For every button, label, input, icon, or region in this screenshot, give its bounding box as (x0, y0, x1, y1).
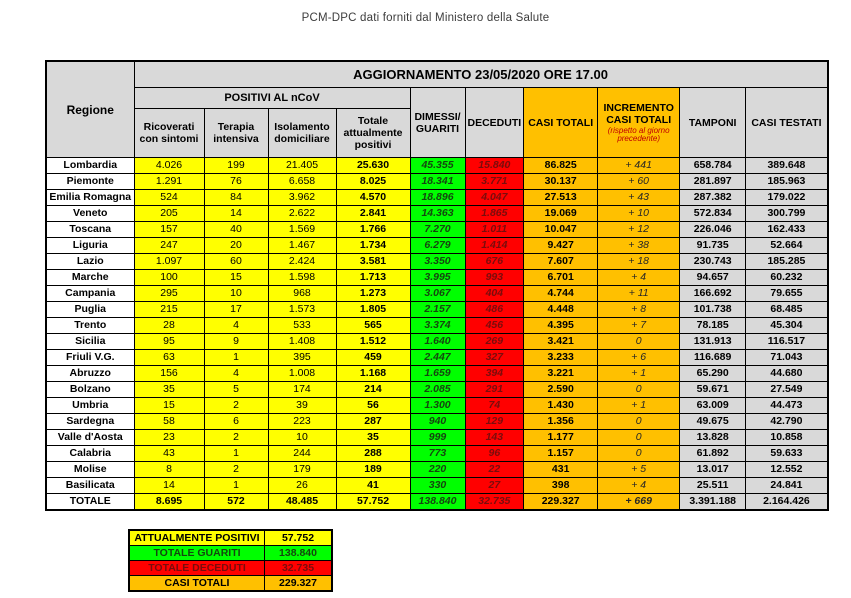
cell-isolamento: 244 (268, 446, 336, 462)
cell-dimessi-guariti: 1.659 (410, 366, 465, 382)
cell-dimessi-guariti: 18.896 (410, 190, 465, 206)
cell-tamponi: 13.828 (680, 430, 746, 446)
cell-isolamento: 395 (268, 350, 336, 366)
cell-regione: Bolzano (46, 382, 134, 398)
cell-tamponi: 3.391.188 (680, 494, 746, 511)
cell-regione: Sardegna (46, 414, 134, 430)
cell-deceduti: 1.011 (465, 222, 524, 238)
cell-casi-testati: 185.963 (746, 174, 828, 190)
cell-isolamento: 10 (268, 430, 336, 446)
cell-deceduti: 74 (465, 398, 524, 414)
cell-terapia-intensiva: 6 (204, 414, 268, 430)
cell-casi-totali: 229.327 (524, 494, 598, 511)
table-row (46, 302, 828, 318)
cell-deceduti: 32.735 (465, 494, 524, 511)
cell-casi-testati: 59.633 (746, 446, 828, 462)
table-row (46, 414, 828, 430)
cell-deceduti: 327 (465, 350, 524, 366)
header-tamponi: TAMPONI (680, 88, 746, 158)
cell-casi-totali: 1.356 (524, 414, 598, 430)
cell-casi-testati: 2.164.426 (746, 494, 828, 511)
table-row (46, 430, 828, 446)
cell-tamponi: 287.382 (680, 190, 746, 206)
cell-isolamento: 179 (268, 462, 336, 478)
header-regione: Regione (46, 61, 134, 158)
summary-value: 138.840 (265, 546, 333, 561)
cell-regione: Valle d'Aosta (46, 430, 134, 446)
cell-casi-testati: 24.841 (746, 478, 828, 494)
header-incremento-note: (rispetto al giorno precedente) (607, 125, 670, 143)
cell-isolamento: 26 (268, 478, 336, 494)
cell-tamponi: 13.017 (680, 462, 746, 478)
cell-dimessi-guariti: 18.341 (410, 174, 465, 190)
cell-regione: Basilicata (46, 478, 134, 494)
table-row (46, 254, 828, 270)
cell-deceduti: 96 (465, 446, 524, 462)
cell-incremento: + 441 (598, 158, 680, 174)
cell-totale-positivi: 1.273 (336, 286, 410, 302)
cell-regione: Molise (46, 462, 134, 478)
table-row (46, 206, 828, 222)
cell-casi-totali: 2.590 (524, 382, 598, 398)
table-row (46, 398, 828, 414)
total-row (46, 494, 828, 511)
cell-regione: Puglia (46, 302, 134, 318)
cell-casi-totali: 3.221 (524, 366, 598, 382)
header-deceduti: DECEDUTI (465, 88, 524, 158)
cell-casi-testati: 300.799 (746, 206, 828, 222)
cell-ricoverati: 247 (134, 238, 204, 254)
cell-casi-totali: 3.233 (524, 350, 598, 366)
cell-incremento: 0 (598, 446, 680, 462)
header-positivi-group: POSITIVI AL nCoV (134, 88, 410, 109)
cell-terapia-intensiva: 17 (204, 302, 268, 318)
cell-tamponi: 65.290 (680, 366, 746, 382)
cell-totale-positivi: 1.734 (336, 238, 410, 254)
cell-tamponi: 78.185 (680, 318, 746, 334)
table-row (46, 174, 828, 190)
header-incremento-title: INCREMENTO CASI TOTALI (603, 101, 674, 126)
cell-regione: Lazio (46, 254, 134, 270)
cell-totale-positivi: 288 (336, 446, 410, 462)
cell-totale-positivi: 1.168 (336, 366, 410, 382)
cell-isolamento: 21.405 (268, 158, 336, 174)
cell-casi-testati: 116.517 (746, 334, 828, 350)
cell-totale-positivi: 1.512 (336, 334, 410, 350)
cell-incremento: + 38 (598, 238, 680, 254)
summary-row (129, 546, 332, 561)
cell-incremento: + 669 (598, 494, 680, 511)
cell-totale-positivi: 459 (336, 350, 410, 366)
cell-tamponi: 572.834 (680, 206, 746, 222)
cell-isolamento: 2.622 (268, 206, 336, 222)
cell-casi-testati: 12.552 (746, 462, 828, 478)
cell-casi-testati: 185.285 (746, 254, 828, 270)
cell-casi-totali: 9.427 (524, 238, 598, 254)
cell-incremento: + 18 (598, 254, 680, 270)
cell-terapia-intensiva: 14 (204, 206, 268, 222)
cell-dimessi-guariti: 3.374 (410, 318, 465, 334)
table-row (46, 350, 828, 366)
cell-deceduti: 15.840 (465, 158, 524, 174)
cell-terapia-intensiva: 4 (204, 318, 268, 334)
cell-casi-totali: 4.395 (524, 318, 598, 334)
cell-ricoverati: 156 (134, 366, 204, 382)
cell-dimessi-guariti: 7.270 (410, 222, 465, 238)
cell-ricoverati: 8.695 (134, 494, 204, 511)
cell-totale-positivi: 1.713 (336, 270, 410, 286)
cell-regione: Calabria (46, 446, 134, 462)
cell-casi-totali: 398 (524, 478, 598, 494)
cell-ricoverati: 23 (134, 430, 204, 446)
cell-deceduti: 1.865 (465, 206, 524, 222)
cell-terapia-intensiva: 1 (204, 446, 268, 462)
cell-terapia-intensiva: 5 (204, 382, 268, 398)
cell-ricoverati: 15 (134, 398, 204, 414)
table-row (46, 366, 828, 382)
cell-dimessi-guariti: 2.447 (410, 350, 465, 366)
cell-ricoverati: 205 (134, 206, 204, 222)
cell-casi-testati: 60.232 (746, 270, 828, 286)
cell-tamponi: 61.892 (680, 446, 746, 462)
cell-incremento: + 1 (598, 366, 680, 382)
cell-tamponi: 658.784 (680, 158, 746, 174)
cell-casi-testati: 44.473 (746, 398, 828, 414)
cell-casi-totali: 86.825 (524, 158, 598, 174)
cell-casi-testati: 45.304 (746, 318, 828, 334)
cell-regione: Sicilia (46, 334, 134, 350)
cell-totale-positivi: 8.025 (336, 174, 410, 190)
cell-casi-testati: 162.433 (746, 222, 828, 238)
cell-dimessi-guariti: 1.640 (410, 334, 465, 350)
cell-deceduti: 269 (465, 334, 524, 350)
cell-dimessi-guariti: 3.067 (410, 286, 465, 302)
cell-ricoverati: 295 (134, 286, 204, 302)
cell-incremento: + 10 (598, 206, 680, 222)
cell-ricoverati: 215 (134, 302, 204, 318)
cell-casi-totali: 4.448 (524, 302, 598, 318)
cell-isolamento: 2.424 (268, 254, 336, 270)
cell-ricoverati: 63 (134, 350, 204, 366)
table-row (46, 190, 828, 206)
cell-regione: Trento (46, 318, 134, 334)
cell-regione: TOTALE (46, 494, 134, 511)
cell-tamponi: 91.735 (680, 238, 746, 254)
banner-row (46, 61, 828, 88)
cell-casi-testati: 42.790 (746, 414, 828, 430)
summary-value: 32.735 (265, 561, 333, 576)
cell-incremento: + 11 (598, 286, 680, 302)
cell-incremento: + 8 (598, 302, 680, 318)
header-isolamento: Isolamento domiciliare (268, 109, 336, 158)
cell-dimessi-guariti: 773 (410, 446, 465, 462)
cell-dimessi-guariti: 14.363 (410, 206, 465, 222)
cell-tamponi: 94.657 (680, 270, 746, 286)
table-row (46, 318, 828, 334)
table-row (46, 382, 828, 398)
table-row (46, 334, 828, 350)
cell-terapia-intensiva: 2 (204, 462, 268, 478)
cell-ricoverati: 1.097 (134, 254, 204, 270)
cell-terapia-intensiva: 2 (204, 430, 268, 446)
table-row (46, 158, 828, 174)
cell-totale-positivi: 35 (336, 430, 410, 446)
cell-deceduti: 129 (465, 414, 524, 430)
cell-terapia-intensiva: 15 (204, 270, 268, 286)
cell-ricoverati: 14 (134, 478, 204, 494)
cell-ricoverati: 524 (134, 190, 204, 206)
cell-ricoverati: 8 (134, 462, 204, 478)
cell-totale-positivi: 57.752 (336, 494, 410, 511)
cell-regione: Piemonte (46, 174, 134, 190)
header-dimessi-guariti: DIMESSI/ GUARITI (410, 88, 465, 158)
cell-deceduti: 394 (465, 366, 524, 382)
cell-deceduti: 456 (465, 318, 524, 334)
header-casi-testati: CASI TESTATI (746, 88, 828, 158)
cell-regione: Umbria (46, 398, 134, 414)
table-row (46, 478, 828, 494)
header-incremento (598, 88, 680, 158)
cell-isolamento: 1.573 (268, 302, 336, 318)
cell-terapia-intensiva: 84 (204, 190, 268, 206)
cell-regione: Marche (46, 270, 134, 286)
cell-deceduti: 993 (465, 270, 524, 286)
cell-isolamento: 1.569 (268, 222, 336, 238)
summary-label: TOTALE DECEDUTI (129, 561, 265, 576)
table-row (46, 286, 828, 302)
cell-terapia-intensiva: 9 (204, 334, 268, 350)
cell-isolamento: 1.467 (268, 238, 336, 254)
cell-incremento: + 4 (598, 270, 680, 286)
cell-isolamento: 223 (268, 414, 336, 430)
cell-incremento: 0 (598, 430, 680, 446)
cell-tamponi: 226.046 (680, 222, 746, 238)
cell-ricoverati: 95 (134, 334, 204, 350)
cell-ricoverati: 58 (134, 414, 204, 430)
table-body (46, 158, 828, 511)
update-banner: AGGIORNAMENTO 23/05/2020 ORE 17.00 (134, 61, 828, 88)
cell-casi-testati: 44.680 (746, 366, 828, 382)
cell-tamponi: 101.738 (680, 302, 746, 318)
cell-incremento: + 4 (598, 478, 680, 494)
cell-regione: Veneto (46, 206, 134, 222)
cell-dimessi-guariti: 2.085 (410, 382, 465, 398)
cell-terapia-intensiva: 2 (204, 398, 268, 414)
cell-dimessi-guariti: 2.157 (410, 302, 465, 318)
cell-totale-positivi: 1.805 (336, 302, 410, 318)
cell-isolamento: 1.408 (268, 334, 336, 350)
cell-dimessi-guariti: 1.300 (410, 398, 465, 414)
cell-tamponi: 63.009 (680, 398, 746, 414)
cell-incremento: 0 (598, 382, 680, 398)
cell-regione: Emilia Romagna (46, 190, 134, 206)
cell-incremento: + 1 (598, 398, 680, 414)
covid-data-table (45, 60, 829, 511)
summary-value: 57.752 (265, 530, 333, 546)
cell-isolamento: 1.008 (268, 366, 336, 382)
cell-isolamento: 6.658 (268, 174, 336, 190)
cell-casi-testati: 71.043 (746, 350, 828, 366)
header-totale-positivi: Totale attualmente positivi (336, 109, 410, 158)
cell-regione: Abruzzo (46, 366, 134, 382)
cell-casi-testati: 389.648 (746, 158, 828, 174)
cell-tamponi: 59.671 (680, 382, 746, 398)
summary-label: TOTALE GUARITI (129, 546, 265, 561)
cell-ricoverati: 100 (134, 270, 204, 286)
cell-terapia-intensiva: 1 (204, 350, 268, 366)
table-row (46, 222, 828, 238)
cell-casi-totali: 27.513 (524, 190, 598, 206)
group-header-row (46, 88, 828, 109)
cell-incremento: + 43 (598, 190, 680, 206)
cell-deceduti: 4.047 (465, 190, 524, 206)
cell-incremento: + 6 (598, 350, 680, 366)
cell-casi-totali: 30.137 (524, 174, 598, 190)
cell-casi-testati: 27.549 (746, 382, 828, 398)
cell-casi-totali: 1.157 (524, 446, 598, 462)
cell-casi-totali: 431 (524, 462, 598, 478)
summary-row (129, 530, 332, 546)
cell-deceduti: 676 (465, 254, 524, 270)
cell-casi-testati: 10.858 (746, 430, 828, 446)
table-row (46, 238, 828, 254)
cell-deceduti: 486 (465, 302, 524, 318)
cell-totale-positivi: 565 (336, 318, 410, 334)
cell-totale-positivi: 56 (336, 398, 410, 414)
summary-row (129, 576, 332, 592)
cell-dimessi-guariti: 45.355 (410, 158, 465, 174)
cell-casi-testati: 52.664 (746, 238, 828, 254)
cell-casi-totali: 19.069 (524, 206, 598, 222)
cell-tamponi: 49.675 (680, 414, 746, 430)
cell-terapia-intensiva: 40 (204, 222, 268, 238)
cell-ricoverati: 1.291 (134, 174, 204, 190)
cell-tamponi: 116.689 (680, 350, 746, 366)
cell-ricoverati: 28 (134, 318, 204, 334)
cell-isolamento: 174 (268, 382, 336, 398)
cell-ricoverati: 35 (134, 382, 204, 398)
cell-isolamento: 1.598 (268, 270, 336, 286)
cell-terapia-intensiva: 572 (204, 494, 268, 511)
cell-terapia-intensiva: 4 (204, 366, 268, 382)
table-row (46, 270, 828, 286)
cell-totale-positivi: 1.766 (336, 222, 410, 238)
summary-row (129, 561, 332, 576)
table-row (46, 462, 828, 478)
cell-casi-testati: 68.485 (746, 302, 828, 318)
cell-tamponi: 166.692 (680, 286, 746, 302)
cell-terapia-intensiva: 1 (204, 478, 268, 494)
cell-terapia-intensiva: 199 (204, 158, 268, 174)
header-casi-totali: CASI TOTALI (524, 88, 598, 158)
cell-totale-positivi: 4.570 (336, 190, 410, 206)
cell-regione: Lombardia (46, 158, 134, 174)
cell-ricoverati: 43 (134, 446, 204, 462)
cell-terapia-intensiva: 60 (204, 254, 268, 270)
cell-incremento: + 12 (598, 222, 680, 238)
cell-totale-positivi: 25.630 (336, 158, 410, 174)
summary-label: ATTUALMENTE POSITIVI (129, 530, 265, 546)
cell-regione: Campania (46, 286, 134, 302)
cell-isolamento: 3.962 (268, 190, 336, 206)
cell-dimessi-guariti: 999 (410, 430, 465, 446)
cell-casi-totali: 10.047 (524, 222, 598, 238)
cell-totale-positivi: 41 (336, 478, 410, 494)
cell-tamponi: 25.511 (680, 478, 746, 494)
cell-casi-totali: 1.177 (524, 430, 598, 446)
header-ricoverati: Ricoverati con sintomi (134, 109, 204, 158)
table-row (46, 446, 828, 462)
cell-incremento: 0 (598, 414, 680, 430)
cell-incremento: + 5 (598, 462, 680, 478)
cell-casi-totali: 3.421 (524, 334, 598, 350)
cell-incremento: + 60 (598, 174, 680, 190)
summary-value: 229.327 (265, 576, 333, 592)
cell-casi-testati: 179.022 (746, 190, 828, 206)
cell-isolamento: 39 (268, 398, 336, 414)
header-terapia-intensiva: Terapia intensiva (204, 109, 268, 158)
cell-casi-totali: 7.607 (524, 254, 598, 270)
cell-terapia-intensiva: 76 (204, 174, 268, 190)
cell-casi-testati: 79.655 (746, 286, 828, 302)
cell-deceduti: 27 (465, 478, 524, 494)
cell-totale-positivi: 3.581 (336, 254, 410, 270)
cell-tamponi: 281.897 (680, 174, 746, 190)
cell-terapia-intensiva: 20 (204, 238, 268, 254)
cell-tamponi: 230.743 (680, 254, 746, 270)
cell-regione: Liguria (46, 238, 134, 254)
cell-totale-positivi: 214 (336, 382, 410, 398)
cell-dimessi-guariti: 3.995 (410, 270, 465, 286)
cell-ricoverati: 4.026 (134, 158, 204, 174)
cell-deceduti: 143 (465, 430, 524, 446)
cell-totale-positivi: 189 (336, 462, 410, 478)
page-title: PCM-DPC dati forniti dal Ministero della Salute (301, 12, 550, 24)
cell-deceduti: 3.771 (465, 174, 524, 190)
cell-dimessi-guariti: 940 (410, 414, 465, 430)
cell-isolamento: 533 (268, 318, 336, 334)
cell-tamponi: 131.913 (680, 334, 746, 350)
cell-dimessi-guariti: 138.840 (410, 494, 465, 511)
cell-isolamento: 48.485 (268, 494, 336, 511)
cell-dimessi-guariti: 6.279 (410, 238, 465, 254)
cell-isolamento: 968 (268, 286, 336, 302)
cell-terapia-intensiva: 10 (204, 286, 268, 302)
cell-dimessi-guariti: 3.350 (410, 254, 465, 270)
cell-totale-positivi: 2.841 (336, 206, 410, 222)
cell-deceduti: 22 (465, 462, 524, 478)
cell-incremento: + 7 (598, 318, 680, 334)
cell-casi-totali: 1.430 (524, 398, 598, 414)
cell-dimessi-guariti: 330 (410, 478, 465, 494)
summary-table (128, 529, 333, 592)
cell-casi-totali: 6.701 (524, 270, 598, 286)
cell-ricoverati: 157 (134, 222, 204, 238)
cell-incremento: 0 (598, 334, 680, 350)
cell-deceduti: 1.414 (465, 238, 524, 254)
cell-deceduti: 291 (465, 382, 524, 398)
cell-regione: Toscana (46, 222, 134, 238)
cell-deceduti: 404 (465, 286, 524, 302)
cell-totale-positivi: 287 (336, 414, 410, 430)
cell-casi-totali: 4.744 (524, 286, 598, 302)
cell-dimessi-guariti: 220 (410, 462, 465, 478)
cell-regione: Friuli V.G. (46, 350, 134, 366)
summary-label: CASI TOTALI (129, 576, 265, 592)
summary-body (129, 530, 332, 591)
